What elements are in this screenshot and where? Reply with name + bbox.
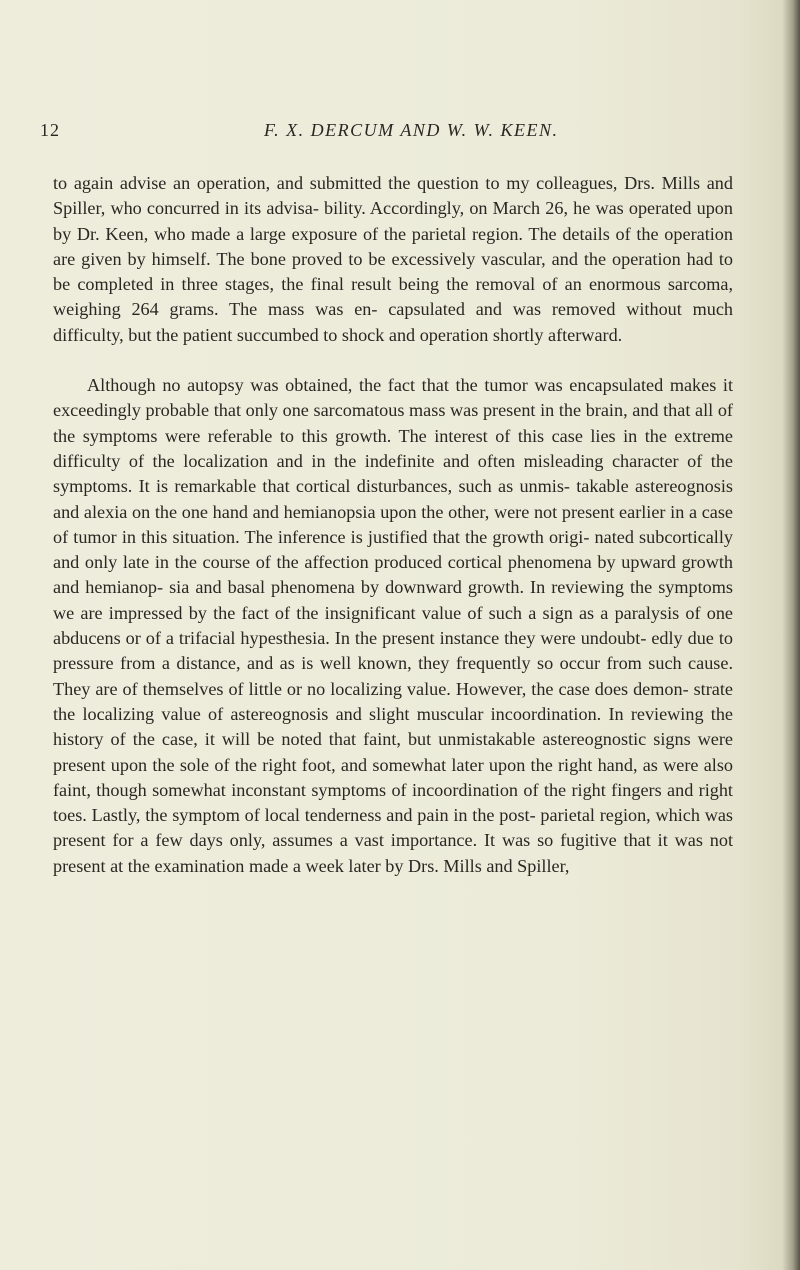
running-head [40,120,740,144]
page-number: 12 [40,120,60,140]
paragraph-2: Although no autopsy was obtained, the fact that the tumor was encapsulated makes it exceedingly probable that only one sarcomatous mass was present in the brain, and that all of the symptoms were referable to this growth. The interest of this case lies in the extreme difficulty of the localization and in the indefinite and often misleading character of the symptoms. It is remarkable that cortical disturbances, such as unmis- takable astereognosis and alexia on the one hand and hemianopsia upon the other, were not present earlier in a case of tumor in this situation. The inference is justified that the growth origi- nated subcortically and only late in the course of the affection produced cortical phenomena by upward growth and hemianop- sia and basal phenomena by downward growth. In reviewing the symptoms we are impressed by the fact of the insignificant value of such a sign as a paralysis of one abducens or of a trifacial hypesthesia. In the present instance they were undoubt- edly due to pressure from a distance, and as is well known, they frequently so occur from such cause. They are of themselves of little or no localizing value. However, the case does demon- strate the localizing value of astereognosis and slight muscular incoordination. In reviewing the history of the case, it will be noted that faint, but unmistakable astereognostic signs were present upon the sole of the right foot, and somewhat later upon the right hand, as were also faint, though somewhat inconstant symptoms of incoordination of the right fingers and right toes. Lastly, the symptom of local tenderness and pain in the post- parietal region, which was present for a few days only, assumes a vast importance. It was so fugitive that it was not present at the examination made a week later by Drs. Mills and Spiller, [53,375,733,876]
page-edge-shadow [782,0,800,1270]
body-text [53,171,733,879]
running-title: F. X. DERCUM AND W. W. KEEN. [264,120,559,140]
paragraph-1: to again advise an operation, and submitted the question to my colleagues, Drs. Mills and Spiller, who concurred in its advisa- bility. Accordingly, on March 26, he was operated upon by Dr. Keen, who made a large exposure of the parietal region. The details of the operation are given by himself. The bone proved to be excessively vascular, and the operation had to be completed in three stages, the final result being the removal of an enormous sarcoma, weighing 264 grams. The mass was en- capsulated and was removed without much difficulty, but the patient succumbed to shock and operation shortly afterward. [53,173,733,345]
